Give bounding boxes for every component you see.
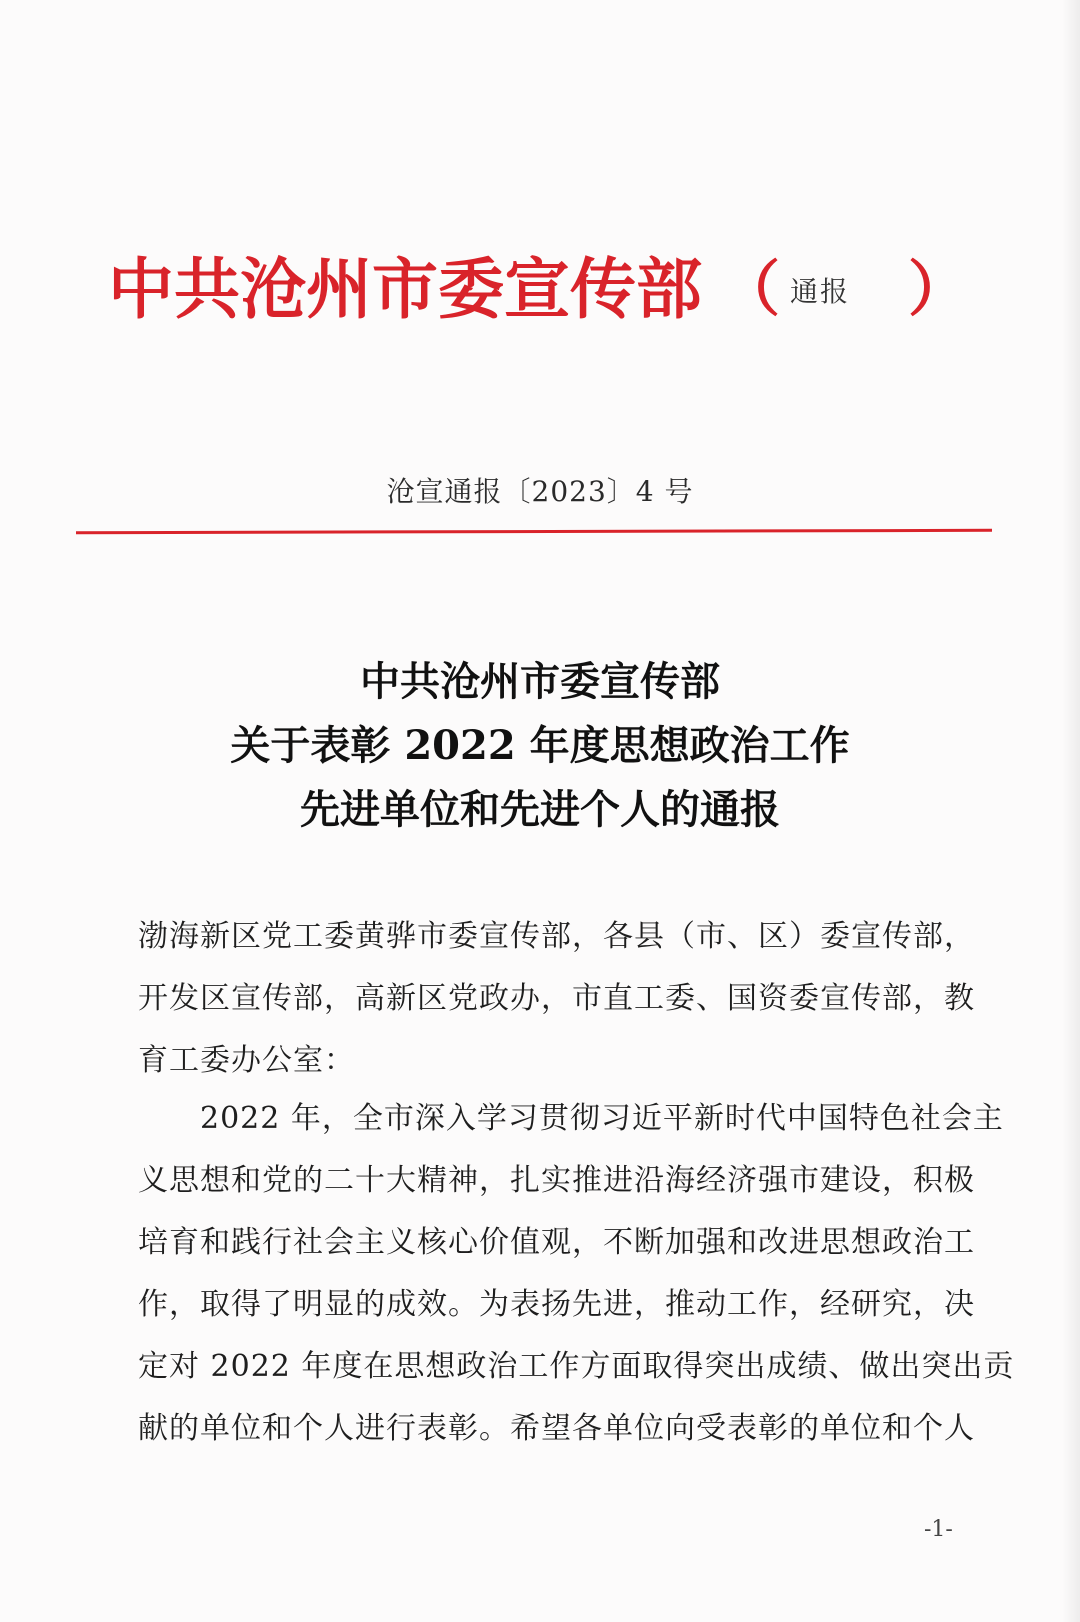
document-number: 沧宣通报〔2023〕4 号 [386,475,694,508]
body-line: 定对 2022 年度在思想政治工作方面取得突出成绩、做出突出贡 [138,1349,1015,1384]
letterhead-doc-type: 通报 [790,275,851,308]
recipients-line: 开发区宣传部，高新区党政办，市直工委、国资委宣传部，教 [138,981,975,1016]
title-line: 关于表彰 2022 年度思想政治工作 [230,722,850,769]
body-line: 培育和践行社会主义核心价值观，不断加强和改进思想政治工 [138,1225,975,1260]
body-line: 献的单位和个人进行表彰。希望各单位向受表彰的单位和个人 [138,1411,975,1446]
page-number: -1- [924,1517,953,1542]
body-line: 2022 年，全市深入学习贯彻习近平新时代中国特色社会主 [138,1101,1004,1136]
title-line: 中共沧州市委宣传部 [360,658,720,705]
title-line: 先进单位和先进个人的通报 [300,786,780,833]
letterhead-paren-close: ） [908,255,968,325]
recipients-line: 渤海新区党工委黄骅市委宣传部，各县（市、区）委宣传部， [138,919,975,954]
letterhead-paren-open: （ [720,255,780,325]
letterhead [108,250,988,340]
recipients-block [138,906,975,1092]
body-paragraph [138,1088,1015,1460]
recipients-line: 育工委办公室： [138,1043,355,1078]
body-line: 作，取得了明显的成效。为表扬先进，推动工作，经研究，决 [138,1287,975,1322]
document-title [0,650,1080,842]
body-line: 义思想和党的二十大精神，扎实推进沿海经济强市建设，积极 [138,1163,975,1198]
letterhead-issuer: 中共沧州市委宣传部 [108,251,702,328]
red-divider-line [76,529,992,534]
